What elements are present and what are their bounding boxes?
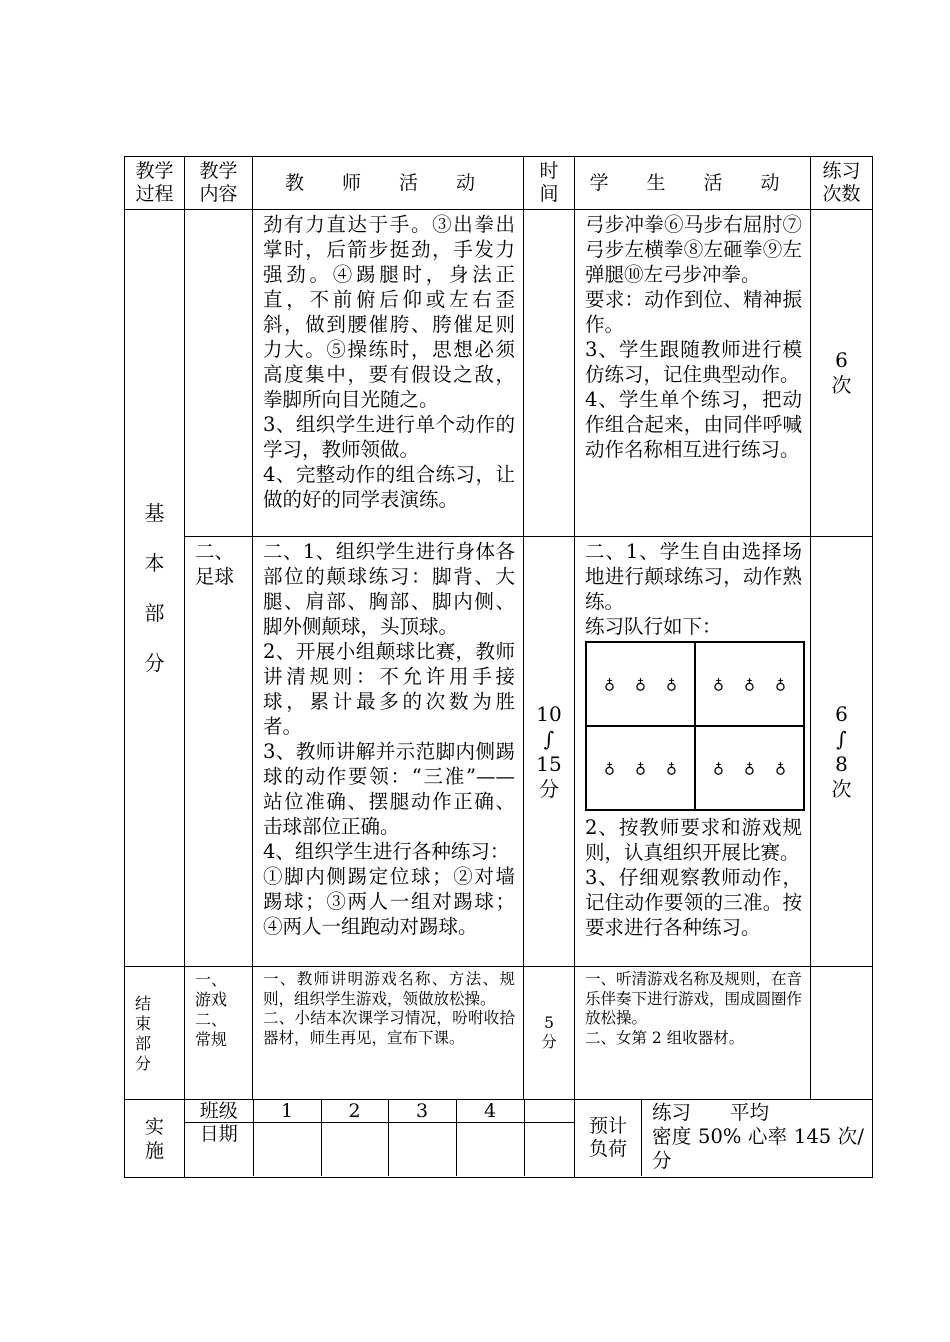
end-section-count: [811, 967, 873, 1100]
main-row1-teacher: 劲有力直达于手。③出拳出掌时，后箭步挺劲，手发力强劲。④踢腿时，身法正直，不前俯后仰或左右歪斜，做到腰催胯、胯催足则力大。⑤操练时，思想必须高度集中，要有假设之敌，拳脚所向目光随之。 3、组织学生进行单个动作的学习，教师领做。 4、完整动作的组合练习，让做的好的同学表演练。: [253, 210, 524, 537]
end-section-student: 一、听清游戏名称及规则，在音乐伴奏下进行游戏，围成圆圈作放松操。 二、女第 2 组收器材。: [575, 967, 811, 1100]
implementation-label: 实 施: [125, 1100, 185, 1178]
main-row2-count: 6 ∫ 8 次: [811, 537, 873, 967]
student-icon: ♁: [665, 758, 677, 777]
student-icon: ♁: [604, 758, 616, 777]
date-cell: [388, 1123, 456, 1177]
implementation-grid-cell: [185, 1100, 575, 1178]
end-section-label: 结 束 部 分: [125, 967, 185, 1100]
class-number: [524, 1100, 575, 1123]
main-row2-time: 10 ∫ 15 分: [524, 537, 575, 967]
header-teacher-activity: 教 师 活 动: [253, 157, 524, 210]
main-row2-content: 二、 足球: [185, 537, 253, 967]
header-practice-count: 练习 次数: [811, 157, 873, 210]
implementation-grid: [185, 1100, 575, 1176]
student-icon: ♁: [635, 758, 646, 777]
student-text-top: 二、1、学生自由选择场地进行颠球练习，动作熟练。 练习队行如下：: [585, 540, 802, 638]
date-cell: [456, 1123, 524, 1177]
class-number: 4: [456, 1100, 524, 1123]
date-cell: [321, 1123, 388, 1177]
end-section-row: [125, 967, 873, 1100]
header-row: [125, 157, 873, 210]
student-icon: ♁: [774, 674, 786, 693]
student-icon: ♁: [774, 758, 786, 777]
end-section-content: 一、 游戏 二、 常规: [185, 967, 253, 1100]
load-label: 预计 负荷: [575, 1100, 642, 1176]
header-content: 教学 内容: [185, 157, 253, 210]
date-cell: [524, 1123, 575, 1177]
student-icon: ♁: [635, 674, 646, 693]
formation-group: [586, 726, 695, 810]
main-row1-time: [524, 210, 575, 537]
main-row1-count: 6 次: [811, 210, 873, 537]
main-row2-teacher: 二、1、组织学生进行身体各部位的颠球练习：脚背、大腿、肩部、胸部、脚内侧、脚外侧颠球，头顶球。 2、开展小组颠球比赛，教师讲清规则：不允许用手接球，累计最多的次数为胜者。 3、教师讲解并示范脚内侧踢球的动作要领：“三准”——站位准确、摆腿动作正确、击球部位正确。 4、组织学生进行各种练习： ①脚内侧踢定位球；②对墙踢球；③两人一组对踢球；④两人一组跑动对踢球。: [253, 537, 524, 967]
formation-group: [695, 642, 804, 726]
header-student-activity: 学 生 活 动: [575, 157, 811, 210]
main-section-label: 基 本 部 分: [125, 210, 185, 967]
date-label: 日期: [185, 1123, 253, 1177]
main-row-1: [125, 210, 873, 537]
implementation-row: [125, 1100, 873, 1178]
header-time: 时 间: [524, 157, 575, 210]
student-icon: ♁: [713, 758, 725, 777]
class-number: 1: [253, 1100, 321, 1123]
header-process: 教学 过程: [125, 157, 185, 210]
main-row1-student: 弓步冲拳⑥马步右屈肘⑦弓步左横拳⑧左砸拳⑨左弹腿⑩左弓步冲拳。 要求：动作到位、精神振作。 3、学生跟随教师进行模仿练习，记住典型动作。 4、学生单个练习，把动作组合起来，由同伴呼喊动作名称相互进行练习。: [575, 210, 811, 537]
class-label: 班级: [185, 1100, 253, 1123]
student-icon: ♁: [604, 674, 616, 693]
formation-group: [695, 726, 804, 810]
load-cell: [575, 1100, 873, 1178]
load-text: 练习 平均 密度 50% 心率 145 次/分: [652, 1101, 864, 1172]
end-section-teacher: 一、教师讲明游戏名称、方法、规则，组织学生游戏，领做放松操。 二、小结本次课学习情况，吩咐收拾器材，师生再见，宣布下课。: [253, 967, 524, 1100]
end-section-time: 5 分: [524, 967, 575, 1100]
class-number: 2: [321, 1100, 388, 1123]
formation-group: [586, 642, 695, 726]
lesson-plan-table: [124, 156, 873, 1178]
student-icon: ♁: [744, 758, 755, 777]
student-icon: ♁: [713, 674, 725, 693]
student-icon: ♁: [665, 674, 677, 693]
main-row-2: [125, 537, 873, 967]
date-cell: [253, 1123, 321, 1177]
student-icon: ♁: [744, 674, 755, 693]
formation-diagram: [585, 641, 805, 811]
class-number: 3: [388, 1100, 456, 1123]
main-row1-content: [185, 210, 253, 537]
student-text-bottom: 2、按教师要求和游戏规则，认真组织开展比赛。 3、仔细观察教师动作，记住动作要领的三准。按要求进行各种练习。: [585, 816, 802, 939]
main-row2-student: [575, 537, 811, 967]
